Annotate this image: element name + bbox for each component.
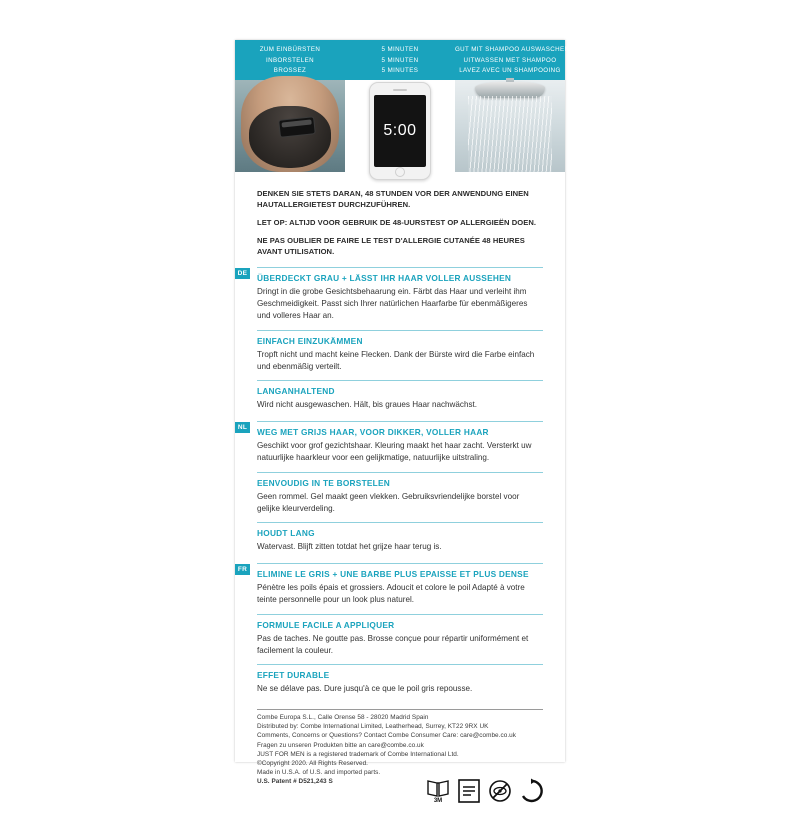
claim-body: Geschikt voor grof gezichtshaar. Kleuring maakt het haar zacht. Versterkt uw natuurlijke haarkleur voor een gelijkmatige, natuurlijke uitstraling. [257,441,532,463]
step-2-captions [345,40,455,80]
step-3-caption-nl: UITWASSEN MET SHAMPOO [463,56,557,64]
claim-title: ÜBERDECKT GRAU + LÄSST IHR HAAR VOLLER AUSSEHEN [257,273,512,283]
warning-text-de: DENKEN SIE STETS DARAN, 48 STUNDEN VOR DER ANWENDUNG EINEN HAUTALLERGIETEST DURCHZUFÜHREN. [257,189,529,209]
legal-line-origin: Made in U.S.A. of U.S. and imported parts. [257,768,381,776]
claim-de-2 [257,336,543,373]
language-section-fr [237,563,543,695]
read-instructions-icon [457,778,481,804]
step-3-caption-de: GUT MIT SHAMPOO AUSWASCHEN [454,46,570,53]
book-3m-label: 3M [433,798,443,804]
step-3-captions [454,40,570,80]
legal-line-trademark: JUST FOR MEN is a registered trademark of Combe International Ltd. [257,750,459,758]
claim-body: Ne se délave pas. Dure jusqu'à ce que le poil gris repousse. [257,684,473,694]
claim-fr-3 [257,670,543,695]
legal-line-patent: U.S. Patent # D521,243 S [257,777,333,785]
safety-icons-row [257,788,543,822]
divider [257,267,543,268]
claim-title: EINFACH EINZUKÄMMEN [257,335,363,346]
divider [257,664,543,665]
divider [257,563,543,564]
allergy-test-warning [257,172,543,257]
product-package-back-panel [235,40,570,804]
claim-body: Wird nicht ausgewaschen. Hält, bis graues Haar nachwächst. [257,400,477,410]
step-2-caption-fr: 5 MINUTES [381,67,419,74]
claim-title: LANGANHALTEND [257,386,335,397]
claim-body: Geen rommel. Gel maakt geen vlekken. Gebruiksvriendelijke borstel voor gelijke kleurverdeling. [257,491,520,513]
claim-de-3 [257,386,543,411]
claim-body: Watervast. Blijft zitten totdat het grijze haar terug is. [257,542,442,552]
step-1-caption-nl: INBORSTELEN [265,56,315,64]
warning-text-nl: LET OP: ALTIJD VOOR GEBRUIK DE 48-UURSTEST OP ALLERGIEËN DOEN. [257,218,537,227]
step-2-wait-5-minutes [345,40,455,172]
step-3-caption-fr: LAVEZ AVEC UN SHAMPOOING [459,67,561,74]
language-tag-de: DE [235,268,250,279]
divider [257,614,543,615]
step-1-caption-de: ZUM EINBÜRSTEN [259,46,321,53]
step-2-caption-de: 5 MINUTEN [381,46,419,53]
claim-body: Dringt in die grobe Gesichtsbehaarung ein. Färbt das Haar und verleiht ihm Geschmeidigkeit. Passt sich Ihrer natürlichen Haarfarbe für ebenmäßigeres und volleres Haar an. [257,287,528,321]
legal-line-address: Combe Europa S.L., Calle Orense 58 - 28020 Madrid Spain [257,714,429,722]
claim-title: WEG MET GRIJS HAAR, VOOR DIKKER, VOLLER HAAR [257,427,489,438]
legal-line-copyright: ©Copyright 2020. All Rights Reserved. [257,759,368,767]
step-1-brush-in [235,40,345,172]
legal-line-consumer-care: Comments, Concerns or Questions? Contact Combe Consumer Care: care@combe.co.uk [257,732,517,740]
warning-text-fr: NE PAS OUBLIER DE FAIRE LE TEST D'ALLERGIE CUTANÉE 48 HEURES AVANT UTILISATION. [257,236,525,256]
claim-nl-3 [257,528,543,553]
divider [257,330,543,331]
legal-line-distributor: Distributed by: Combe International Limited, Leatherhead, Surrey, KT22 9RX UK [257,723,489,731]
step-1-captions [235,40,345,80]
claim-de-1 [257,273,543,323]
language-section-nl [237,421,543,553]
divider [257,709,543,710]
shower-head-icon [455,80,565,172]
claim-fr-2 [257,620,543,657]
step-2-caption-nl: 5 MINUTEN [381,56,419,64]
claim-title: EFFET DURABLE [257,670,330,681]
claim-nl-1 [257,427,543,464]
claim-body: Pas de taches. Ne goutte pas. Brosse conçue pour répartir uniformément et facilement la couleur. [257,633,529,655]
divider [257,472,543,473]
claim-body: Pénètre les poils épais et grossiers. Adoucit et colore le poil Adapté à votre teinte personnelle pour un look plus naturel. [257,583,525,605]
claim-title: HOUDT LANG [257,528,315,539]
claim-fr-1 [257,569,543,606]
claim-title: EENVOUDIG IN TE BORSTELEN [257,477,391,488]
timer-display: 5:00 [374,95,426,167]
claim-title: ELIMINE LE GRIS + UNE BARBE PLUS EPAISSE ET PLUS DENSE [257,569,529,580]
claim-nl-2 [257,478,543,515]
claim-body: Tropft nicht und macht keine Flecken. Dank der Bürste wird die Farbe einfach und ebenmäßig verteilt. [257,349,535,371]
smartphone-timer-icon [345,80,455,172]
no-eye-contact-icon [488,778,512,804]
divider [257,380,543,381]
legal-line-consumer-care-de: Fragen zu unseren Produkten bitte an care@combe.co.uk [257,741,424,749]
book-3m-icon [426,778,450,804]
divider [257,522,543,523]
usage-steps-strip [235,40,570,172]
step-3-rinse-with-shampoo [454,40,570,172]
legal-block [257,709,543,822]
language-tag-fr: FR [235,564,250,575]
step-1-caption-fr: BROSSEZ [273,67,307,74]
bearded-man-applying-gel-icon [235,80,345,172]
language-tag-nl: NL [235,422,250,433]
claim-title: FORMULE FACILE A APPLIQUER [257,619,395,630]
language-section-de [237,267,543,411]
recycle-icon [519,778,543,804]
divider [257,421,543,422]
